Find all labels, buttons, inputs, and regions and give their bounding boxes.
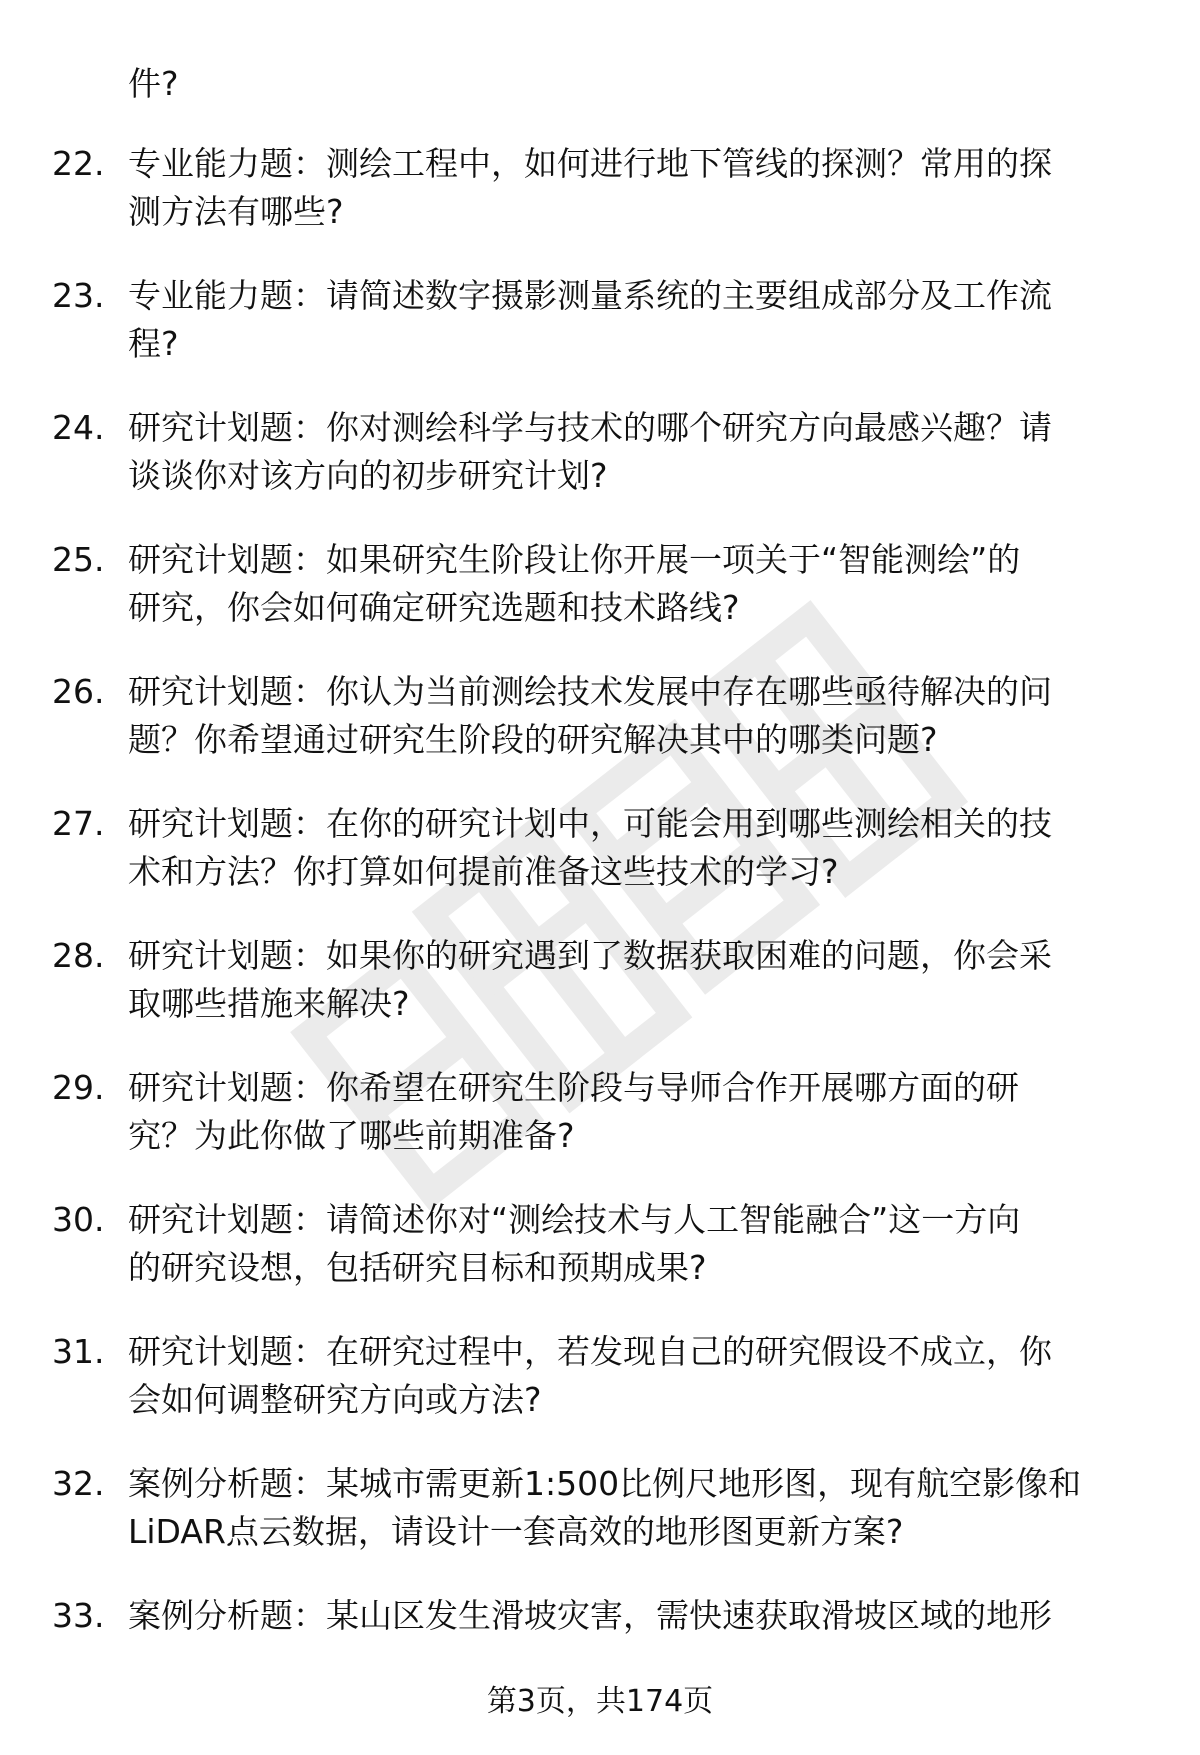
question-text-line: 取哪些措施来解决? bbox=[128, 984, 410, 1023]
question-item bbox=[0, 1458, 1200, 1590]
question-text-line: 专业能力题：请简述数字摄影测量系统的主要组成部分及工作流 bbox=[128, 276, 1052, 315]
question-list bbox=[0, 138, 1200, 1722]
question-text-line: 研究计划题：如果研究生阶段让你开展一项关于“智能测绘”的 bbox=[128, 540, 1021, 579]
question-item bbox=[0, 138, 1200, 270]
question-number: 33. bbox=[52, 1596, 105, 1635]
question-item bbox=[0, 402, 1200, 534]
question-text-line: 谈谈你对该方向的初步研究计划? bbox=[128, 456, 608, 495]
question-text-line: 会如何调整研究方向或方法? bbox=[128, 1380, 542, 1419]
question-number: 28. bbox=[52, 936, 105, 975]
question-number: 32. bbox=[52, 1464, 105, 1503]
question-number: 26. bbox=[52, 672, 105, 711]
question-text-line: 程? bbox=[128, 324, 179, 363]
question-text-line: 案例分析题：某城市需更新1:500比例尺地形图，现有航空影像和 bbox=[128, 1464, 1082, 1503]
question-number: 27. bbox=[52, 804, 105, 843]
question-number: 24. bbox=[52, 408, 105, 447]
question-number: 31. bbox=[52, 1332, 105, 1371]
question-text-line: 研究计划题：请简述你对“测绘技术与人工智能融合”这一方向 bbox=[128, 1200, 1021, 1239]
question-text-line: 案例分析题：某山区发生滑坡灾害，需快速获取滑坡区域的地形 bbox=[128, 1596, 1052, 1635]
question-text-line: 研究计划题：在你的研究计划中，可能会用到哪些测绘相关的技 bbox=[128, 804, 1052, 843]
question-number: 22. bbox=[52, 144, 105, 183]
page-footer: 第3页，共174页 bbox=[486, 1684, 714, 1719]
question-text-line: 测方法有哪些? bbox=[128, 192, 344, 231]
continuation-text: 件? bbox=[128, 64, 179, 103]
question-text-line: 研究计划题：在研究过程中，若发现自己的研究假设不成立，你 bbox=[128, 1332, 1052, 1371]
question-text-line: 研究，你会如何确定研究选题和技术路线? bbox=[128, 588, 740, 627]
question-text-line: LiDAR点云数据，请设计一套高效的地形图更新方案? bbox=[128, 1512, 904, 1551]
question-text-line: 术和方法？你打算如何提前准备这些技术的学习? bbox=[128, 852, 839, 891]
question-text-line: 专业能力题：测绘工程中，如何进行地下管线的探测？常用的探 bbox=[128, 144, 1052, 183]
question-text-line: 究？为此你做了哪些前期准备? bbox=[128, 1116, 575, 1155]
question-number: 30. bbox=[52, 1200, 105, 1239]
question-number: 29. bbox=[52, 1068, 105, 1107]
question-item bbox=[0, 534, 1200, 666]
question-item bbox=[0, 798, 1200, 930]
question-number: 25. bbox=[52, 540, 105, 579]
question-number: 23. bbox=[52, 276, 105, 315]
question-item bbox=[0, 1062, 1200, 1194]
question-item bbox=[0, 930, 1200, 1062]
question-text-line: 研究计划题：你希望在研究生阶段与导师合作开展哪方面的研 bbox=[128, 1068, 1019, 1107]
question-item bbox=[0, 1194, 1200, 1326]
question-text-line: 研究计划题：如果你的研究遇到了数据获取困难的问题，你会采 bbox=[128, 936, 1052, 975]
question-text-line: 研究计划题：你对测绘科学与技术的哪个研究方向最感兴趣？请 bbox=[128, 408, 1052, 447]
question-text-line: 的研究设想，包括研究目标和预期成果? bbox=[128, 1248, 707, 1287]
question-item bbox=[0, 1326, 1200, 1458]
question-text-line: 研究计划题：你认为当前测绘技术发展中存在哪些亟待解决的问 bbox=[128, 672, 1052, 711]
question-item bbox=[0, 666, 1200, 798]
question-text-line: 题？你希望通过研究生阶段的研究解决其中的哪类问题? bbox=[128, 720, 938, 759]
question-item bbox=[0, 270, 1200, 402]
